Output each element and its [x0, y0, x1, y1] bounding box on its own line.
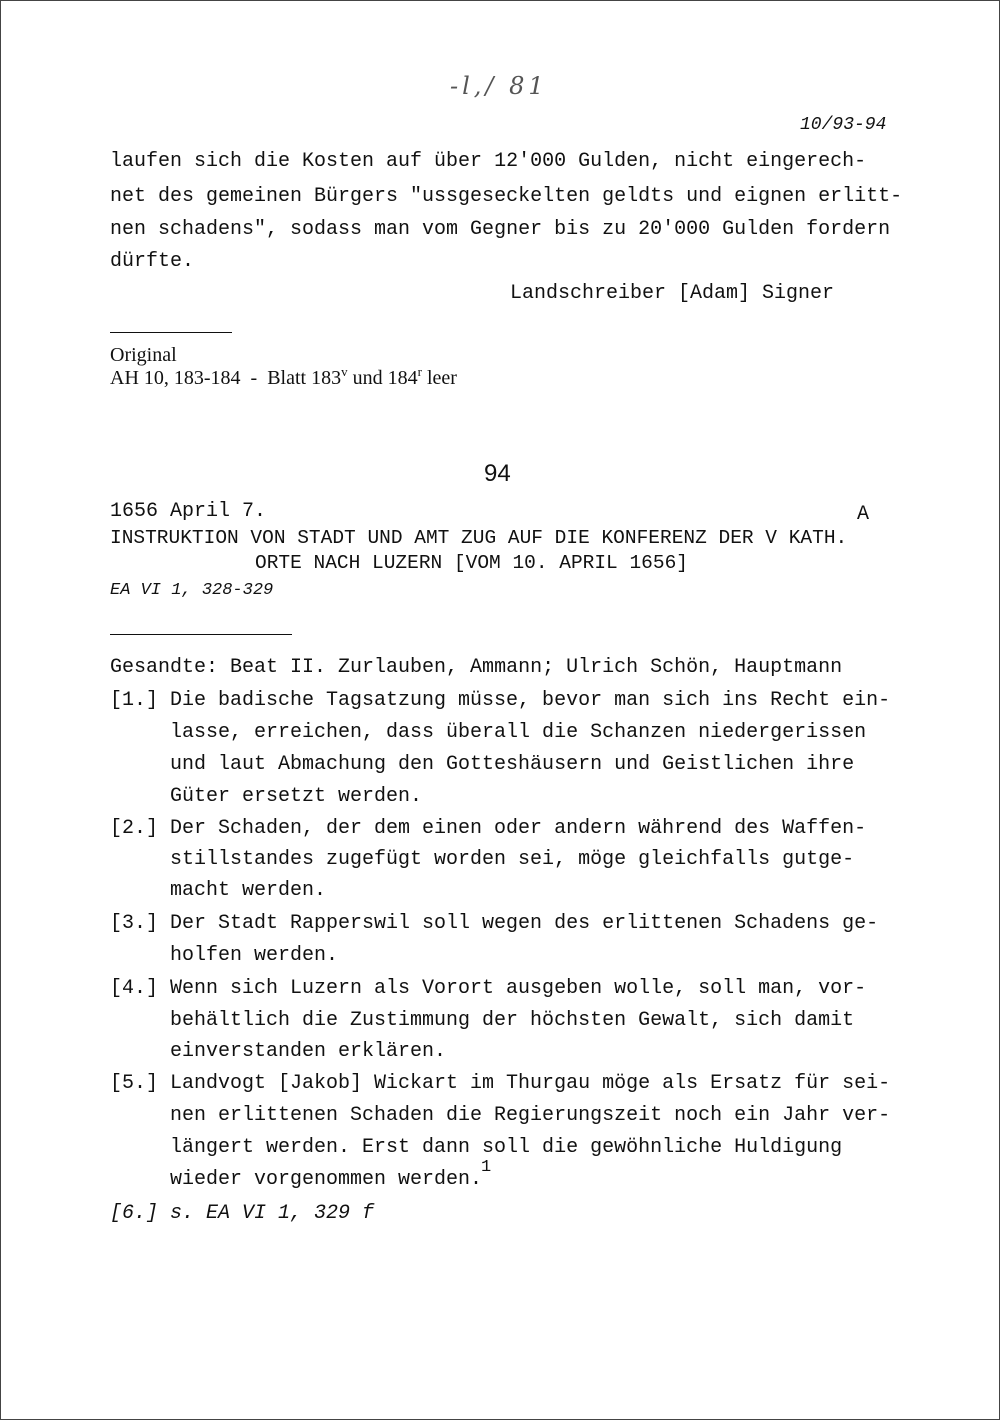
document-title: ORTE NACH LUZERN [VOM 10. APRIL 1656] [255, 552, 688, 574]
source-ref-text: AH 10, 183-184 - Blatt 183 [110, 367, 342, 389]
item-text-line: Der Stadt Rapperswil soll wegen des erlittenen Schadens ge- [170, 912, 879, 935]
divider [110, 332, 232, 333]
handwritten-number: -l,/ 81 [450, 72, 548, 100]
item-text-line: wieder vorgenommen werden. [170, 1168, 483, 1191]
signature: Landschreiber [Adam] Signer [510, 282, 835, 305]
source-reference [110, 366, 457, 390]
text-line: dürfte. [110, 250, 195, 273]
source-ref-text: leer [421, 367, 457, 389]
item-number: [2.] [110, 817, 159, 840]
item-text-line: einverstanden erklären. [170, 1040, 447, 1063]
text-line: nen schadens", sodass man vom Gegner bis zu 20'000 Gulden fordern [110, 218, 891, 241]
document-letter: A [857, 503, 870, 526]
envoys: Gesandte: Beat II. Zurlauben, Ammann; Ulrich Schön, Hauptmann [110, 656, 843, 679]
page-reference: 10/93-94 [800, 115, 887, 135]
item-text-line: nen erlittenen Schaden die Regierungszeit noch ein Jahr ver- [170, 1104, 891, 1127]
item-text-line: Güter ersetzt werden. [170, 785, 423, 808]
document-date: 1656 April 7. [110, 500, 267, 523]
superscript: v [341, 364, 348, 379]
item-number: [3.] [110, 912, 159, 935]
item-text-line: macht werden. [170, 879, 327, 902]
item-text-line: behältlich die Zustimmung der höchsten Gewalt, sich damit [170, 1009, 855, 1032]
item-text-line: Die badische Tagsatzung müsse, bevor man sich ins Recht ein- [170, 689, 891, 712]
item-number: [1.] [110, 689, 159, 712]
item-text-line: stillstandes zugefügt worden sei, möge gleichfalls gutge- [170, 848, 855, 871]
source-ref-text: und 184 [347, 367, 418, 389]
edition-reference: EA VI 1, 328-329 [110, 581, 274, 600]
item-text-line: Wenn sich Luzern als Vorort ausgeben wolle, soll man, vor- [170, 977, 867, 1000]
footnote-marker: 1 [481, 1158, 492, 1177]
item-text-line: und laut Abmachung den Gotteshäusern und Geistlichen ihre [170, 753, 855, 776]
document-title: INSTRUKTION VON STADT UND AMT ZUG AUF DIE KONFERENZ DER V KATH. [110, 527, 848, 549]
item-text-line: lasse, erreichen, dass überall die Schanzen niedergerissen [170, 721, 867, 744]
item-text-line: längert werden. Erst dann soll die gewöhnliche Huldigung [170, 1136, 843, 1159]
text-line: laufen sich die Kosten auf über 12'000 Gulden, nicht eingerech- [110, 150, 867, 173]
item-text-line: s. EA VI 1, 329 f [170, 1202, 375, 1225]
divider [110, 634, 292, 635]
item-number: [6.] [110, 1202, 159, 1225]
source-label: Original [110, 344, 177, 366]
item-number: [4.] [110, 977, 159, 1000]
text-line: net des gemeinen Bürgers "ussgeseckelten geldts und eignen erlitt- [110, 185, 903, 208]
document-number: 94 [484, 460, 511, 487]
item-text-line: Der Schaden, der dem einen oder andern während des Waffen- [170, 817, 867, 840]
superscript: r [417, 364, 422, 379]
item-text-line: holfen werden. [170, 944, 339, 967]
item-number: [5.] [110, 1072, 159, 1095]
item-text-line: Landvogt [Jakob] Wickart im Thurgau möge als Ersatz für sei- [170, 1072, 891, 1095]
